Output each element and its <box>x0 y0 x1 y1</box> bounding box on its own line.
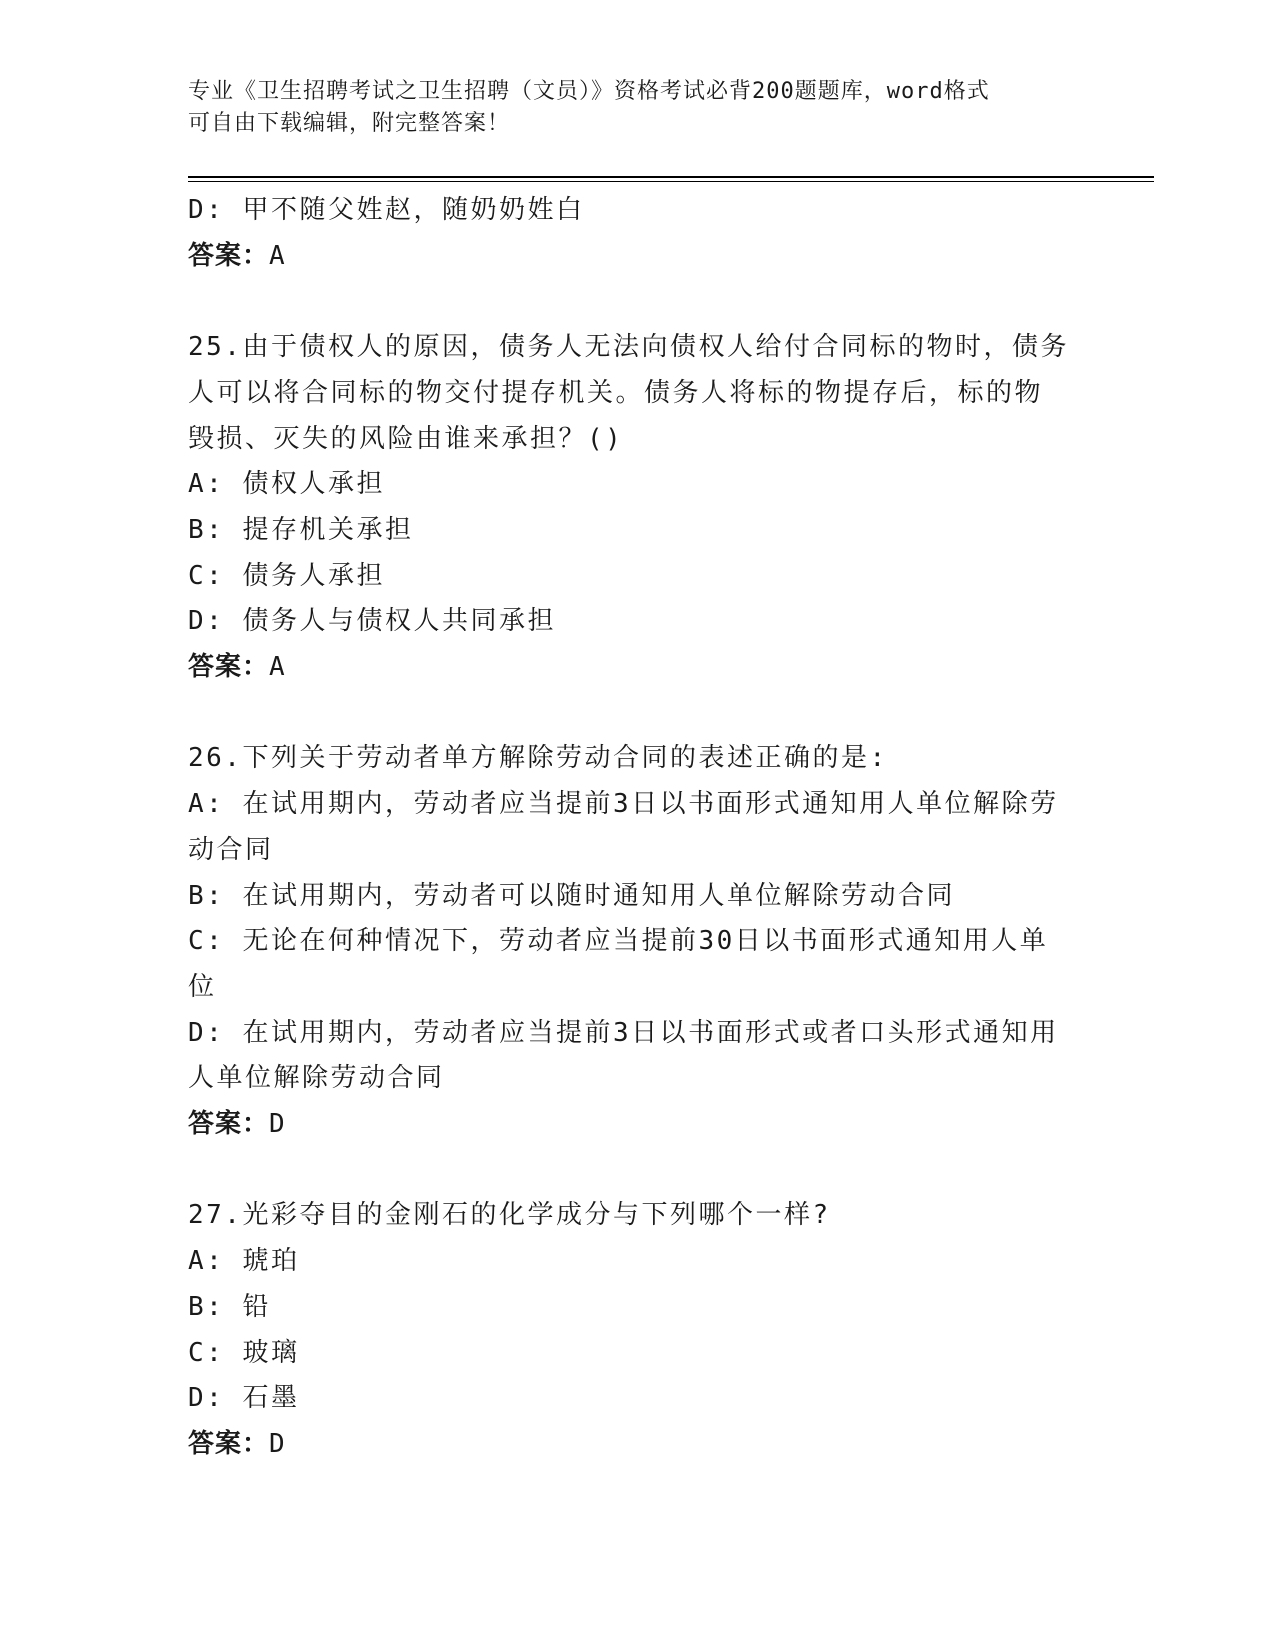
header-divider-thin <box>188 181 1154 182</box>
option-d: D: 债务人与债权人共同承担 <box>188 606 556 637</box>
option-d: D: 石墨 <box>188 1383 300 1414</box>
option-b: B: 铅 <box>188 1291 271 1322</box>
header-title-line-1: 专业《卫生招聘考试之卫生招聘（文员）》资格考试必背200题题库，word格式 <box>188 79 990 104</box>
answer-label: 答案： <box>188 240 270 271</box>
document-header <box>188 76 1068 140</box>
answer-value: A <box>269 240 286 271</box>
question-stem-line: 毁损、灭失的风险由谁来承担？() <box>188 423 624 454</box>
question-answer <box>188 1102 1088 1148</box>
header-divider-thick <box>188 176 1154 178</box>
question-stem-line: 25.由于债权人的原因，债务人无法向债权人给付合同标的物时，债务 <box>188 332 1069 363</box>
answer-value: D <box>269 1109 286 1140</box>
question-stem-line: 27.光彩夺目的金刚石的化学成分与下列哪个一样? <box>188 1200 831 1231</box>
spacer <box>188 1148 1088 1194</box>
option-a: A: 琥珀 <box>188 1246 300 1277</box>
option-a: A: 债权人承担 <box>188 469 385 500</box>
option-c: C: 债务人承担 <box>188 560 385 591</box>
question-answer <box>188 645 1088 691</box>
answer-value: D <box>269 1428 286 1459</box>
option-c-continued: 位 <box>188 971 217 1002</box>
answer-value: A <box>269 652 286 683</box>
option-b: B: 在试用期内，劳动者可以随时通知用人单位解除劳动合同 <box>188 880 955 911</box>
question-26 <box>188 736 1088 1147</box>
header-title-line-2: 可自由下载编辑，附完整答案！ <box>188 111 511 136</box>
question-stem-line: 人可以将合同标的物交付提存机关。债务人将标的物提存后，标的物 <box>188 377 1044 408</box>
prev-question-option-d: D: 甲不随父姓赵，随奶奶姓白 <box>188 195 585 225</box>
option-d-continued: 人单位解除劳动合同 <box>188 1063 445 1094</box>
question-stem-line: 26.下列关于劳动者单方解除劳动合同的表述正确的是: <box>188 743 888 774</box>
question-25 <box>188 325 1088 691</box>
option-c: C: 玻璃 <box>188 1337 300 1368</box>
spacer <box>188 279 1088 325</box>
spacer <box>188 691 1088 737</box>
question-27 <box>188 1193 1088 1467</box>
option-a-continued: 动合同 <box>188 834 274 865</box>
question-answer <box>188 1422 1088 1468</box>
option-d: D: 在试用期内，劳动者应当提前3日以书面形式或者口头形式通知用 <box>188 1017 1059 1048</box>
question-content <box>188 188 1088 1468</box>
answer-label: 答案： <box>188 1109 270 1140</box>
prev-question-answer <box>188 234 1088 280</box>
option-c: C: 无论在何种情况下，劳动者应当提前30日以书面形式通知用人单 <box>188 926 1049 957</box>
option-b: B: 提存机关承担 <box>188 514 414 545</box>
answer-label: 答案： <box>188 1428 270 1459</box>
answer-label: 答案： <box>188 652 270 683</box>
option-a: A: 在试用期内，劳动者应当提前3日以书面形式通知用人单位解除劳 <box>188 789 1059 820</box>
